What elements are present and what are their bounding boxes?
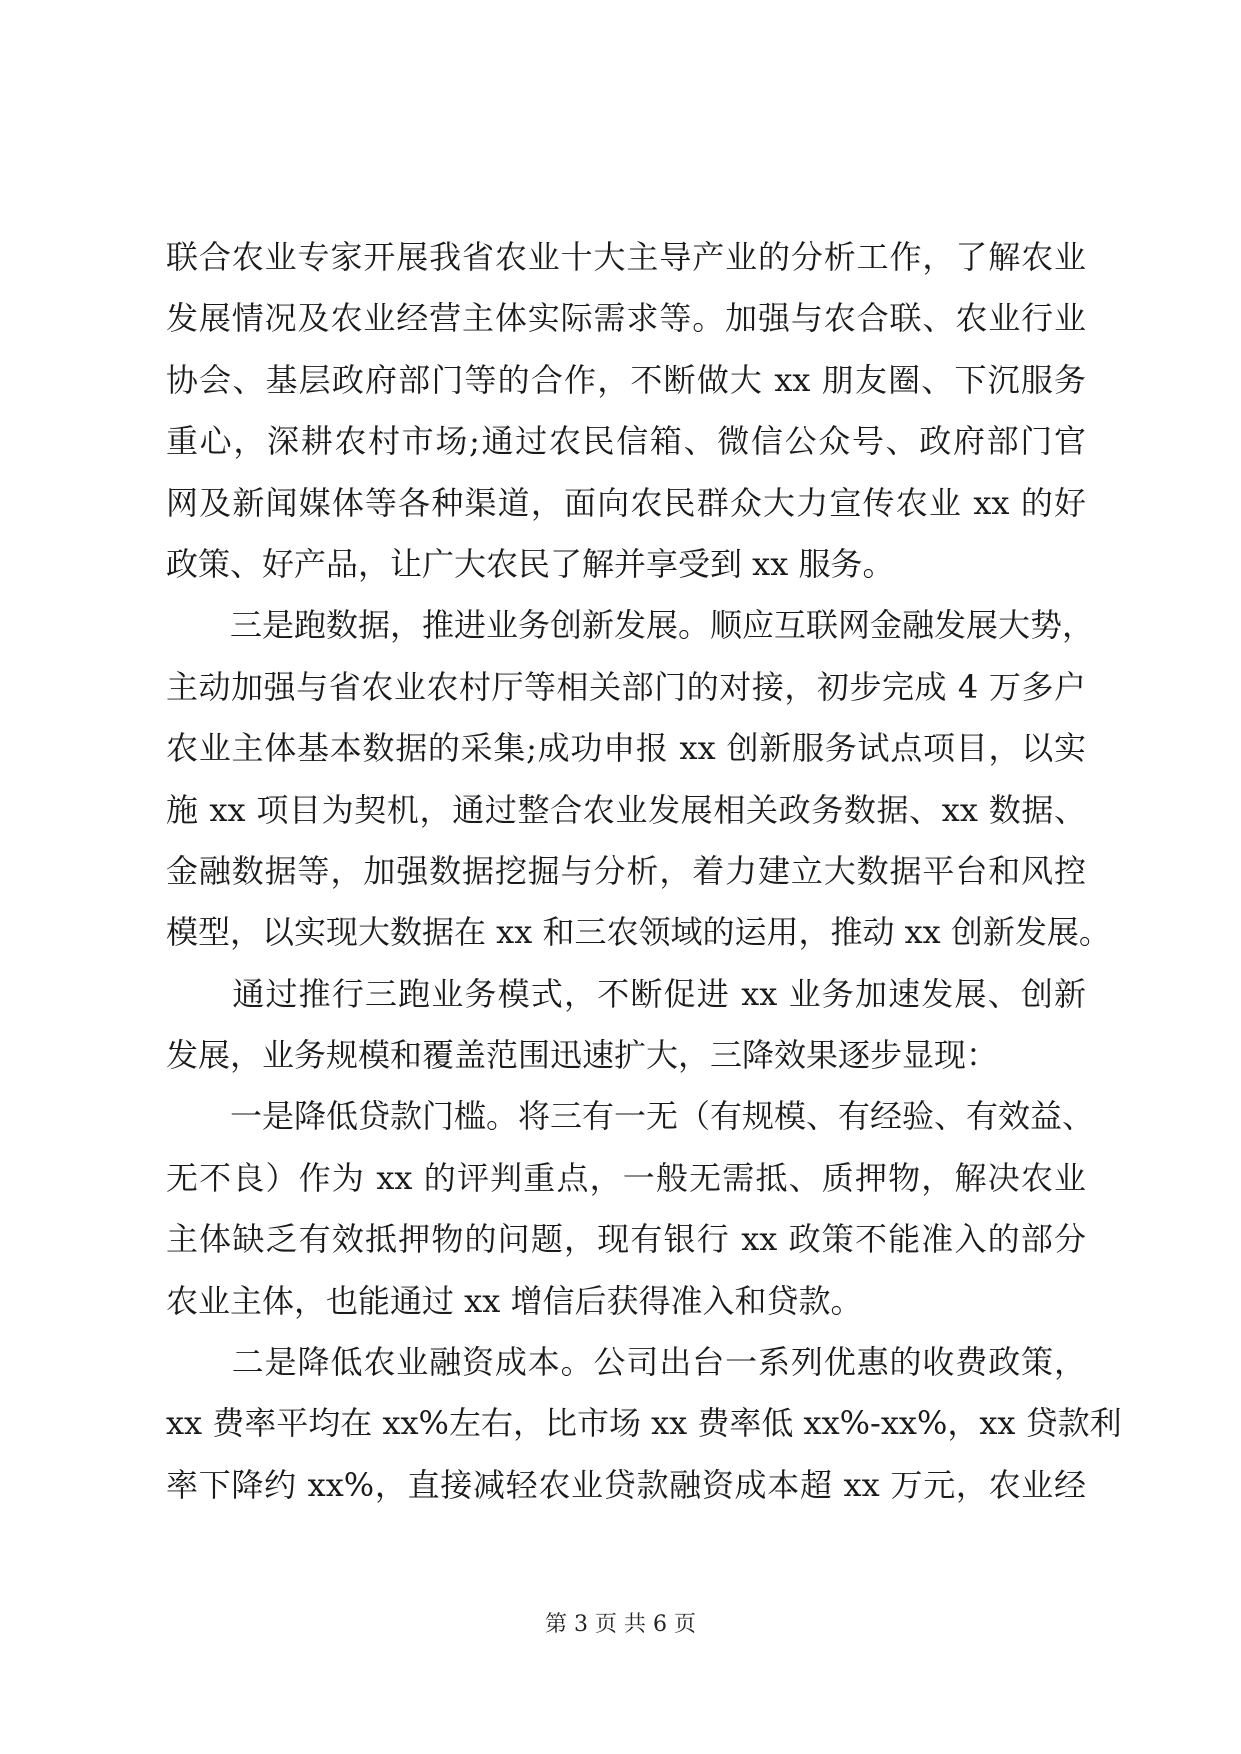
text-line: 农业主体，也能通过 xx 增信后获得准入和贷款。 [166,1281,863,1320]
text-line: 模型，以实现大数据在 xx 和三农领域的运用，推动 xx 创新发展。 [166,913,1111,952]
text-line: 三是跑数据，推进业务创新发展。顺应互联网金融发展大势， [166,606,1095,645]
text-line: 主动加强与省农业农村厅等相关部门的对接，初步完成 4 万多户 [166,667,1086,706]
text-line: 主体缺乏有效抵押物的问题，现有银行 xx 政策不能准入的部分 [166,1220,1086,1259]
text-line: 金融数据等，加强数据挖掘与分析，着力建立大数据平台和风控 [166,851,1086,890]
text-line: xx 费率平均在 xx%左右，比市场 xx 费率低 xx%-xx%，xx 贷款利 [166,1404,1122,1443]
body-text [166,227,1122,1516]
text-line: 重心，深耕农村市场;通过农民信箱、微信公众号、政府部门官 [166,422,1086,461]
text-line: 联合农业专家开展我省农业十大主导产业的分析工作，了解农业 [166,238,1086,276]
text-line: 协会、基层政府部门等的合作，不断做大 xx 朋友圈、下沉服务 [166,360,1086,399]
text-line: 发展情况及农业经营主体实际需求等。加强与农合联、农业行业 [166,299,1086,338]
text-line: 率下降约 xx%，直接减轻农业贷款融资成本超 xx 万元，农业经 [166,1465,1086,1504]
text-line: 无不良）作为 xx 的评判重点，一般无需抵、质押物，解决农业 [166,1158,1086,1197]
text-line: 施 xx 项目为契机，通过整合农业发展相关政务数据、xx 数据、 [166,790,1086,829]
text-line: 通过推行三跑业务模式，不断促进 xx 业务加速发展、创新 [166,974,1086,1013]
text-line: 农业主体基本数据的采集;成功申报 xx 创新服务试点项目，以实 [166,729,1086,768]
page-footer: 第 3 页 共 6 页 [545,1612,696,1637]
text-line: 政策、好产品，让广大农民了解并享受到 xx 服务。 [166,544,895,583]
text-line: 网及新闻媒体等各种渠道，面向农民群众大力宣传农业 xx 的好 [166,483,1086,522]
text-line: 一是降低贷款门槛。将三有一无（有规模、有经验、有效益、 [166,1097,1095,1136]
text-line: 发展，业务规模和覆盖范围迅速扩大，三降效果逐步显现： [166,1036,999,1075]
text-line: 二是降低农业融资成本。公司出台一系列优惠的收费政策， [166,1343,1086,1382]
